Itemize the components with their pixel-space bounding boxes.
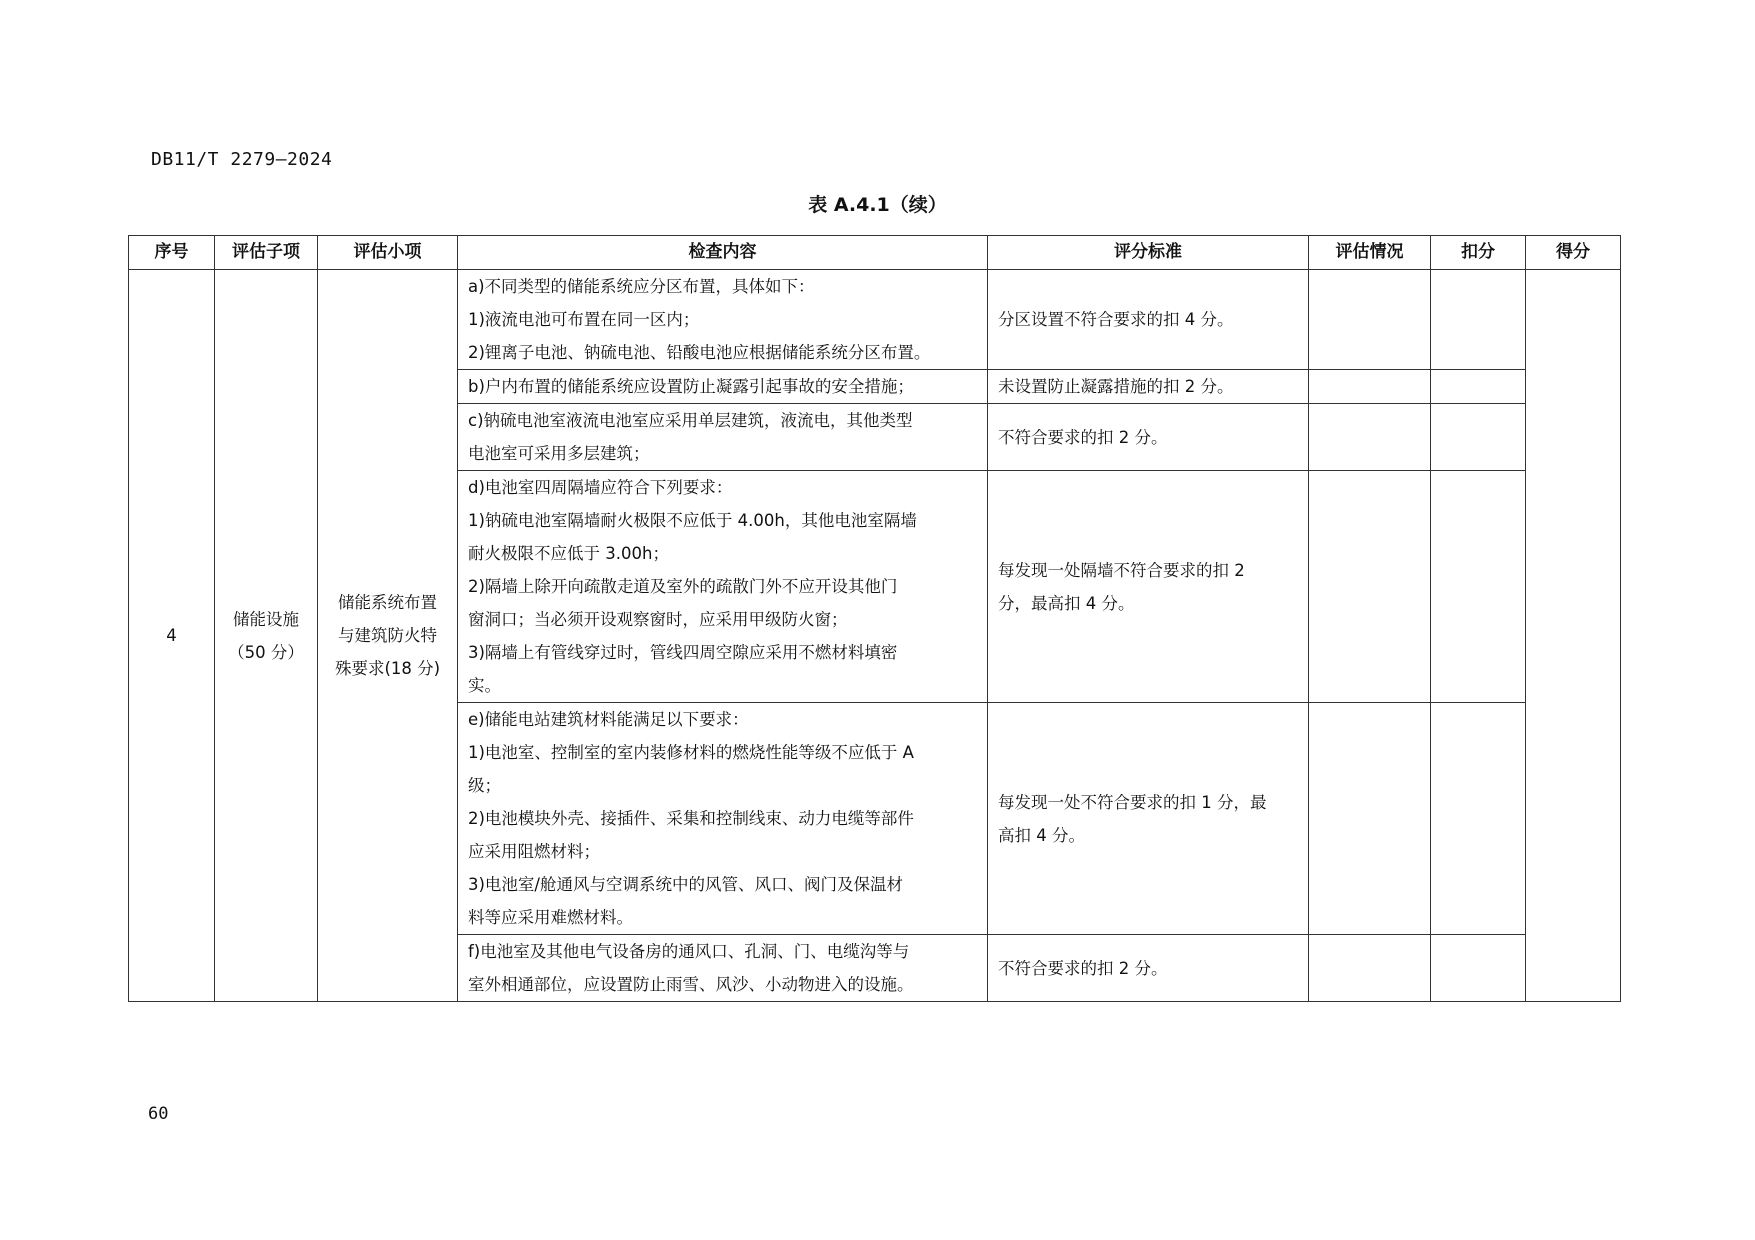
content-line: 1)钠硫电池室隔墙耐火极限不应低于 4.00h，其他电池室隔墙 [468, 511, 917, 530]
content-line: 3)隔墙上有管线穿过时，管线四周空隙应采用不燃材料填密 [468, 643, 898, 662]
deduction-cell [1431, 703, 1526, 935]
content-line: e)储能电站建筑材料能满足以下要求： [468, 710, 749, 729]
content-line: 耐火极限不应低于 3.00h； [468, 544, 669, 563]
small-item-line: 殊要求(18 分) [334, 659, 441, 678]
sub-item-cell [215, 270, 318, 1002]
criteria-cell-f [988, 935, 1309, 1002]
page-number: 60 [148, 1104, 169, 1124]
content-line: 料等应采用难燃材料。 [468, 908, 633, 927]
content-line: f)电池室及其他电气设备房的通风口、孔洞、门、电缆沟等与 [468, 942, 910, 961]
column-header-criteria: 评分标准 [988, 236, 1309, 270]
criteria-line: 分区设置不符合要求的扣 4 分。 [998, 310, 1234, 329]
column-header-small-item: 评估小项 [318, 236, 458, 270]
column-header-deduction: 扣分 [1431, 236, 1526, 270]
criteria-cell-e [988, 703, 1309, 935]
column-header-situation: 评估情况 [1309, 236, 1431, 270]
score-cell [1526, 270, 1621, 1002]
content-line: 应采用阻燃材料； [468, 842, 600, 861]
content-line: a)不同类型的储能系统应分区布置，具体如下： [468, 277, 815, 296]
situation-cell [1309, 370, 1431, 404]
criteria-line: 每发现一处隔墙不符合要求的扣 2 [998, 560, 1245, 580]
table-row [129, 270, 1621, 370]
table-header-row [129, 236, 1621, 270]
small-item-line: 储能系统布置 [338, 593, 437, 612]
deduction-cell [1431, 471, 1526, 703]
content-line: 电池室可采用多层建筑； [468, 444, 650, 463]
criteria-line: 未设置防止凝露措施的扣 2 分。 [998, 377, 1234, 396]
table-title: 表 A.4.1（续） [808, 194, 947, 216]
content-line: 1)液流电池可布置在同一区内； [468, 310, 700, 329]
content-cell-c [458, 404, 988, 471]
assessment-table [128, 235, 1621, 1002]
column-header-score: 得分 [1526, 236, 1621, 270]
situation-cell [1309, 471, 1431, 703]
content-line: b)户内布置的储能系统应设置防止凝露引起事故的安全措施； [468, 377, 914, 396]
criteria-line: 高扣 4 分。 [998, 825, 1085, 845]
content-cell-a [458, 270, 988, 370]
criteria-line: 不符合要求的扣 2 分。 [998, 427, 1168, 447]
content-line: 窗洞口；当必须开设观察窗时，应采用甲级防火窗； [468, 610, 848, 629]
content-line: 3)电池室/舱通风与空调系统中的风管、风口、阀门及保温材 [468, 875, 903, 894]
content-cell-b [458, 370, 988, 404]
sub-item-name: 储能设施 [233, 609, 299, 629]
situation-cell [1309, 703, 1431, 935]
criteria-line: 每发现一处不符合要求的扣 1 分，最 [998, 792, 1267, 812]
content-line: d)电池室四周隔墙应符合下列要求： [468, 478, 733, 497]
content-line: 2)锂离子电池、钠硫电池、铅酸电池应根据储能系统分区布置。 [468, 343, 931, 362]
content-line: 室外相通部位，应设置防止雨雪、风沙、小动物进入的设施。 [468, 975, 914, 994]
row-index-cell [129, 270, 215, 1002]
criteria-line: 不符合要求的扣 2 分。 [998, 958, 1168, 978]
column-header-index: 序号 [129, 236, 215, 270]
content-cell-d [458, 471, 988, 703]
column-header-sub-item: 评估子项 [215, 236, 318, 270]
deduction-cell [1431, 270, 1526, 370]
sub-item-score: （50 分） [228, 642, 304, 662]
row-index: 4 [166, 626, 177, 645]
content-line: c)钠硫电池室液流电池室应采用单层建筑，液流电，其他类型 [468, 411, 913, 430]
criteria-cell-b [988, 370, 1309, 404]
deduction-cell [1431, 404, 1526, 471]
document-code: DB11/T 2279—2024 [151, 149, 333, 170]
criteria-line: 分，最高扣 4 分。 [998, 593, 1135, 613]
criteria-cell-d [988, 471, 1309, 703]
situation-cell [1309, 270, 1431, 370]
content-cell-f [458, 935, 988, 1002]
content-line: 2)电池模块外壳、接插件、采集和控制线束、动力电缆等部件 [468, 809, 914, 828]
content-line: 2)隔墙上除开向疏散走道及室外的疏散门外不应开设其他门 [468, 577, 898, 596]
situation-cell [1309, 404, 1431, 471]
situation-cell [1309, 935, 1431, 1002]
content-line: 级； [468, 776, 501, 795]
deduction-cell [1431, 370, 1526, 404]
criteria-cell-a [988, 270, 1309, 370]
content-line: 1)电池室、控制室的室内装修材料的燃烧性能等级不应低于 A [468, 743, 914, 762]
deduction-cell [1431, 935, 1526, 1002]
small-item-cell [318, 270, 458, 1002]
criteria-cell-c [988, 404, 1309, 471]
column-header-content: 检查内容 [458, 236, 988, 270]
content-line: 实。 [468, 676, 501, 695]
content-cell-e [458, 703, 988, 935]
small-item-line: 与建筑防火特 [338, 626, 437, 645]
